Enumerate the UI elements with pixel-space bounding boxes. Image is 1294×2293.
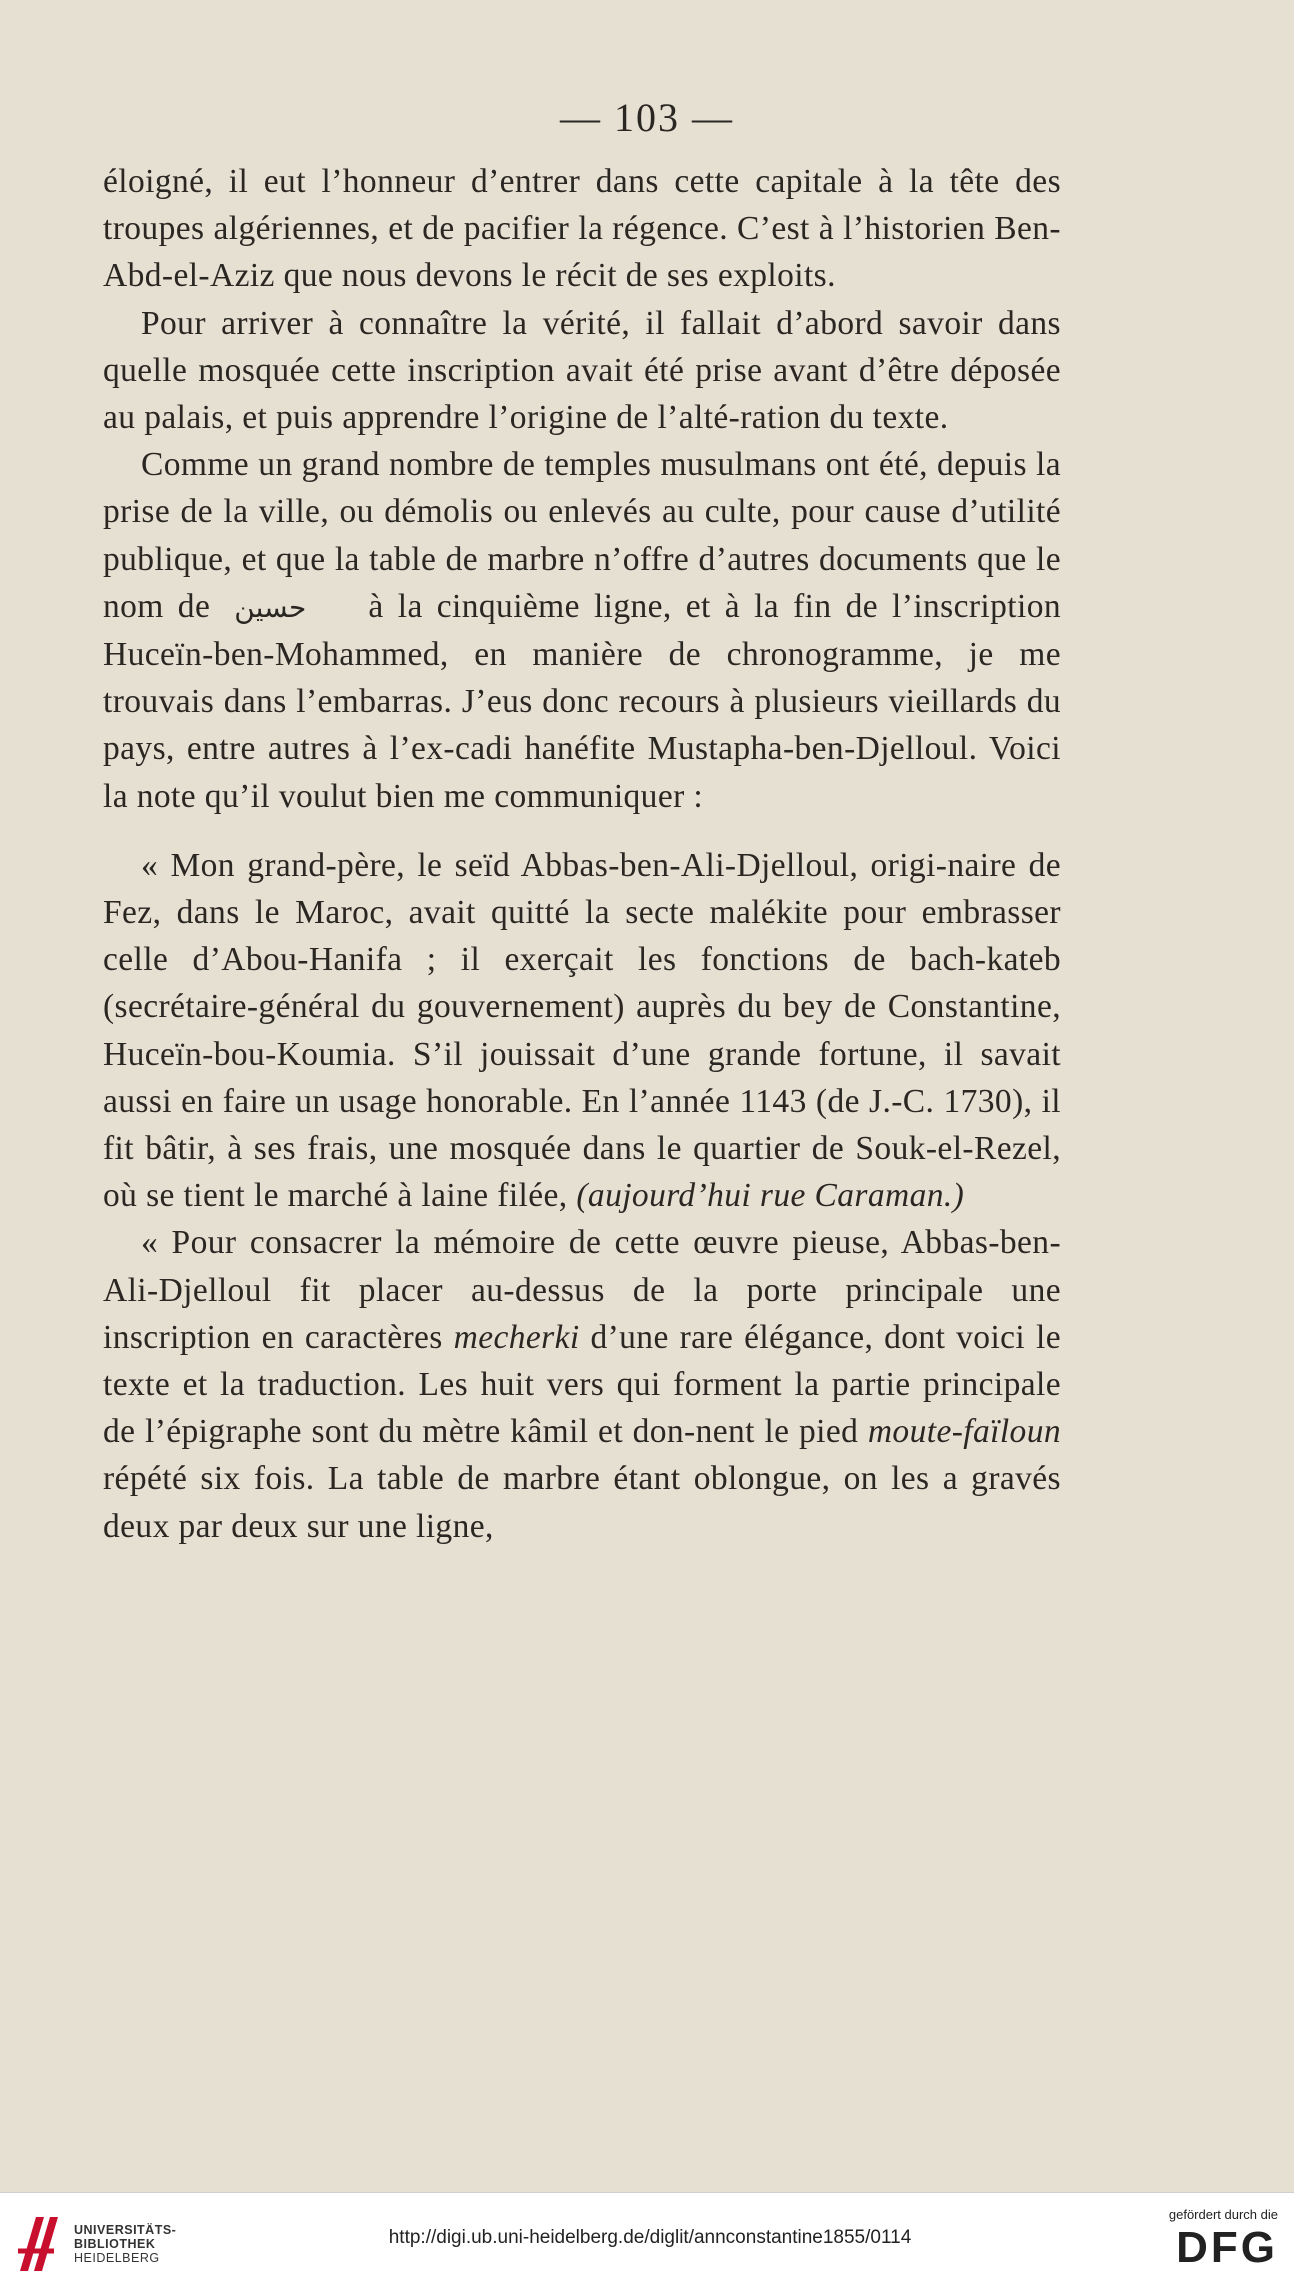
dfg-logo: DFG (1176, 2223, 1278, 2272)
paragraph-4-italic: (aujourd’hui rue Caraman.) (576, 1177, 965, 1215)
paragraph-3-part-b: à la cinquième ligne, et à la fin de l’inscription Huceïn-ben-Mohammed, en manière de chronogramme, je me trouvais dans l’embarras. J’eus donc recours à plusieurs vieillards du pays, entre autres à l’ex-cadi hanéfite Mustapha-ben-Djelloul. Voici la note qu’il voulut bien me communiquer : (103, 587, 1062, 815)
term-moute-failoun: moute-faïloun (867, 1413, 1061, 1451)
paragraph-3 (103, 441, 1061, 820)
paragraph-5-part-a: « Pour consacrer la mémoire de cette œuvre pieuse, Abbas-ben-Ali-Djelloul fit placer au-dessus de la porte principale une inscription en caractères (103, 1224, 1061, 1356)
body-text (103, 158, 1061, 1550)
term-mecherki: mecherki (453, 1318, 580, 1356)
arabic-name: حسين (234, 590, 307, 624)
library-name-line-2: BIBLIOTHEK (74, 2237, 156, 2251)
paragraph-3-part-a: Comme un grand nombre de temples musulmans ont été, depuis la prise de la ville, ou démolis ou enlevés au culte, pour cause d’utilité publique, et que la table de marbre n’offre d’autres documents que le nom de (103, 446, 1061, 625)
paragraph-5-part-c: répété six fois. La table de marbre étant oblongue, on les a gravés deux par deux sur une ligne, (103, 1460, 1061, 1545)
page-number: — 103 — (560, 95, 734, 140)
funding-credit (1138, 2207, 1278, 2274)
library-name-line-3: HEIDELBERG (74, 2251, 160, 2265)
library-name-line-1: UNIVERSITÄTS- (74, 2223, 177, 2237)
library-name (74, 2223, 176, 2265)
paragraph-5-part-b: d’une rare élégance, dont voici le texte et la traduction. Les huit vers qui forment la partie principale de l’épigraphe sont du mètre kâmil et don-nent le pied (103, 1318, 1061, 1451)
paragraph-4-text: « Mon grand-père, le seïd Abbas-ben-Ali-Djelloul, origi-naire de Fez, dans le Maroc, avait quitté la secte malékite pour embrasser celle d’Abou-Hanifa ; il exerçait les fonctions de bach-kateb (secrétaire-général du gouvernement) auprès du bey de Constantine, Huceïn-bou-Koumia. S’il jouissait d’une grande fortune, il savait aussi en faire un usage honorable. En l’année 1143 (de J.-C. 1730), il fit bâtir, à ses frais, une mosquée dans le quartier de Souk-el-Rezel, où se tient le marché à laine filée, (103, 846, 1061, 1215)
paragraph-2: Pour arriver à connaître la vérité, il fallait d’abord savoir dans quelle mosquée cette inscription avait été prise avant d’être déposée au palais, et puis apprendre l’origine de l’alté-ration du texte. (103, 304, 1061, 437)
paragraph-5 (103, 1219, 1061, 1549)
paragraph-4 (103, 842, 1061, 1220)
funding-label: gefördert durch die (1168, 2207, 1278, 2222)
digitization-footer (0, 2192, 1294, 2293)
university-library-logo-icon (14, 2211, 64, 2277)
paragraph-1: éloigné, il eut l’honneur d’entrer dans cette capitale à la tête des troupes algériennes, et de pacifier la régence. C’est à l’historien Ben-Abd-el-Aziz que nous devons le récit de ses exploits. (103, 163, 1061, 295)
permalink-url[interactable]: http://digi.ub.uni-heidelberg.de/diglit/annconstantine1855/0114 (388, 2227, 912, 2248)
